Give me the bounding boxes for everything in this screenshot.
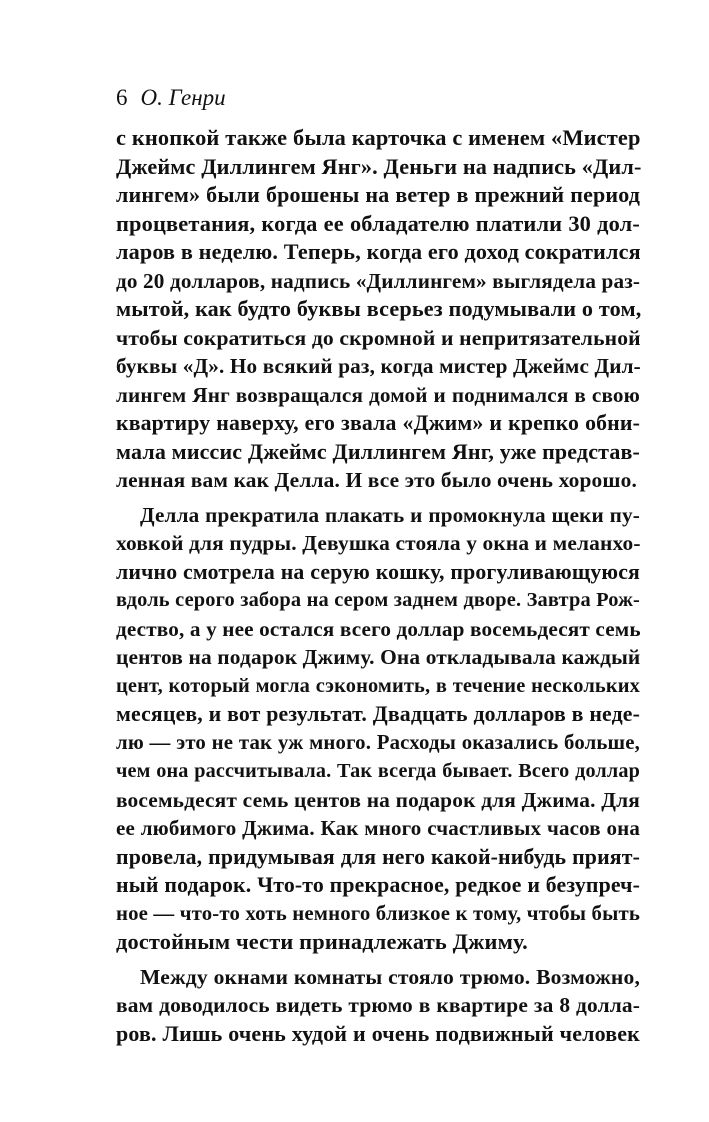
text-line: чтобы сократиться до скромной и непритязательной <box>116 325 641 350</box>
text-line: чем она рассчитывала. Так всегда бывает. Всего доллар <box>116 760 640 782</box>
text-line: мала миссис Джеймс Диллингем Янг, уже представ- <box>116 438 640 464</box>
running-header <box>116 84 226 112</box>
text-line: центов на подарок Джиму. Она откладывала каждый <box>116 645 641 669</box>
text-line: процветания, когда ее обладателю платили 30 дол- <box>116 210 640 236</box>
text-line: ее любимого Джима. Как много счастливых часов она <box>116 816 640 840</box>
text-line: мытой, как будто буквы всерьез подумывали о том, <box>116 296 642 321</box>
paragraph <box>116 963 640 1049</box>
paragraph <box>116 501 640 957</box>
text-line: лингем Янг возвращался домой и поднимался в свою <box>116 382 640 407</box>
text-line: восемьдесят семь центов на подарок для Джима. Для <box>116 787 640 812</box>
text-line: квартиру наверху, его звала «Джим» и крепко обни- <box>116 411 640 435</box>
text-line: цент, который могла сэкономить, в течение нескольких <box>116 674 640 697</box>
text-line: провела, придумывая для него какой-нибудь прият- <box>116 844 640 869</box>
text-line: Делла прекратила плакать и промокнула щеки пу- <box>140 502 640 527</box>
text-line: вам доводилось видеть трюмо в квартире за 8 долла- <box>116 993 640 1017</box>
text-line: ный подарок. Что-то прекрасное, редкое и безупреч- <box>116 873 640 897</box>
text-line: ное — что-то хоть немного близкое к тому, чтобы быть <box>116 901 640 925</box>
page-number: 6 <box>116 85 128 110</box>
body-text <box>116 124 640 1048</box>
text-line: ховкой для пудры. Девушка стояла у окна и меланхо- <box>116 531 641 555</box>
text-line: до 20 долларов, надпись «Диллингем» выглядела раз- <box>116 268 641 293</box>
text-line: ларов в неделю. Теперь, когда его доход сократился <box>116 239 641 264</box>
text-line: Джеймс Диллингем Янг». Деньги на надпись «Дил- <box>116 153 642 179</box>
text-line: Между окнами комнаты стояло трюмо. Возможно, <box>140 964 640 989</box>
text-line: с кнопкой также была карточка с именем «Мистер <box>116 125 641 150</box>
text-line: дество, а у нее остался всего доллар восемьдесят семь <box>116 616 641 641</box>
running-header-author: О. Генри <box>140 85 226 110</box>
text-line: месяцев, и вот результат. Двадцать долларов в неде- <box>116 702 640 726</box>
text-line: вдоль серого забора на сером заднем дворе. Завтра Рож- <box>116 589 640 611</box>
paragraph <box>116 124 640 495</box>
text-line: буквы «Д». Но всякий раз, когда мистер Джеймс Дил- <box>116 354 641 378</box>
text-line: лю — это не так уж много. Расходы оказались больше, <box>116 730 640 754</box>
text-line: лично смотрела на серую кошку, прогуливающуюся <box>116 559 640 584</box>
text-line: лингем» были брошены на ветер в прежний период <box>116 182 640 207</box>
text-line: ров. Лишь очень худой и очень подвижный человек <box>116 1020 640 1046</box>
text-line: достойным чести принадлежать Джиму. <box>116 929 528 954</box>
text-line: ленная вам как Делла. И все это было очень хорошо. <box>116 468 637 492</box>
